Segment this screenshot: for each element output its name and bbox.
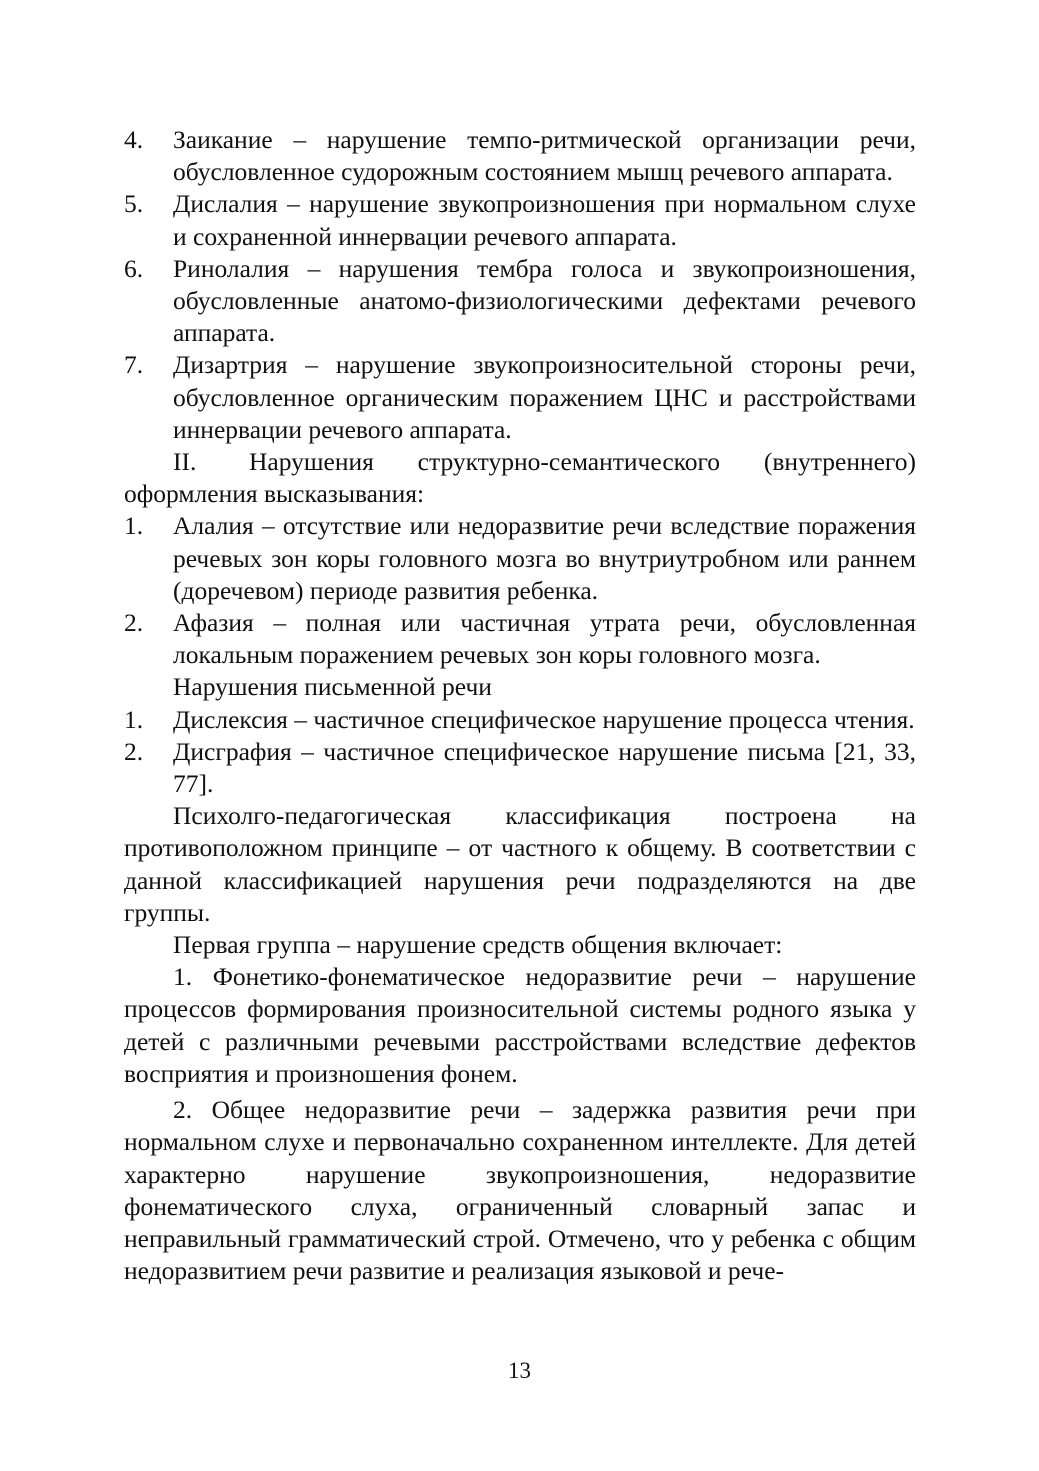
list-item-number: 7.: [124, 350, 144, 380]
list-item-number: 4.: [124, 125, 144, 154]
list-item-number: 6.: [124, 253, 144, 283]
list-item-text: Афазия – полная или частичная утрата речи, обусловленная локальным поражением речевых зон коры головного мозга.: [173, 608, 916, 670]
list-item: [124, 704, 916, 736]
list-item-text: Дислексия – частичное специфическое нарушение процесса чтения.: [173, 704, 915, 734]
list-item-text: Заикание – нарушение темпо-ритмической организации речи, обусловленное судорожным состоянием мышц речевого аппарата.: [173, 125, 916, 187]
section-roman-numeral: II.: [173, 447, 197, 477]
page-number: 13: [508, 1358, 531, 1383]
list-item-text: Ринолалия – нарушения тембра голоса и звукопроизношения, обусловленные анатомо-физиологическими дефектами речевого аппарата.: [173, 253, 916, 348]
list-item-text: Дисграфия – частичное специфическое нарушение письма [21, 33, 77].: [173, 736, 916, 799]
list-item-text: Дислалия – нарушение звукопроизношения при нормальном слухе и сохраненной иннервации речевого аппарата.: [173, 189, 916, 251]
section-heading-text: Нарушения структурно-семантического (внутреннего) оформления высказывания:: [124, 447, 916, 509]
list-item-text: Дизартрия – нарушение звукопроизносительной стороны речи, обусловленное органическим поражением ЦНС и расстройствами иннервации речевого аппарата.: [173, 350, 916, 444]
page-body: [124, 124, 916, 1287]
subsection-heading: Нарушения письменной речи: [173, 672, 492, 702]
list-item: [124, 188, 916, 252]
paragraph: 2. Общее недоразвитие речи – задержка развития речи при нормальном слухе и первоначально сохраненном интеллекте. Для детей характерно нарушение звукопроизношения, недоразвитие фонематического слуха, ограниченный словарный запас и неправильный грамматический строй. Отмечено, что у ребенка с общим недоразвитием речи развитие и реализация языковой и рече-: [124, 1095, 916, 1286]
paragraph: Первая группа – нарушение средств общения включает:: [173, 930, 783, 960]
section-heading: [124, 446, 916, 510]
list-item: [124, 510, 916, 607]
list-item: [124, 607, 916, 671]
paragraph: Психолго-педагогическая классификация построена на противоположном принципе – от частного к общему. В соответствии с данной классификацией нарушения речи подразделяются на две группы.: [124, 801, 916, 927]
list-item: [124, 349, 916, 446]
list-item-number: 2.: [124, 736, 144, 766]
list-item: [124, 253, 916, 350]
list-item-number: 1.: [124, 511, 144, 541]
list-item-text: Алалия – отсутствие или недоразвитие речи вследствие поражения речевых зон коры головного мозга во внутриутробном или раннем (доречевом) периоде развития ребенка.: [173, 511, 916, 605]
list-item-number: 1.: [124, 704, 144, 734]
list-item: [124, 736, 916, 800]
list-item-number: 2.: [124, 608, 144, 638]
paragraph: 1. Фонетико-фонематическое недоразвитие речи – нарушение процессов формирования произносительной системы родного языка у детей с различными речевыми расстройствами вследствие дефектов восприятия и произношения фонем.: [124, 962, 916, 1088]
list-item: [124, 124, 916, 188]
list-item-number: 5.: [124, 189, 144, 219]
